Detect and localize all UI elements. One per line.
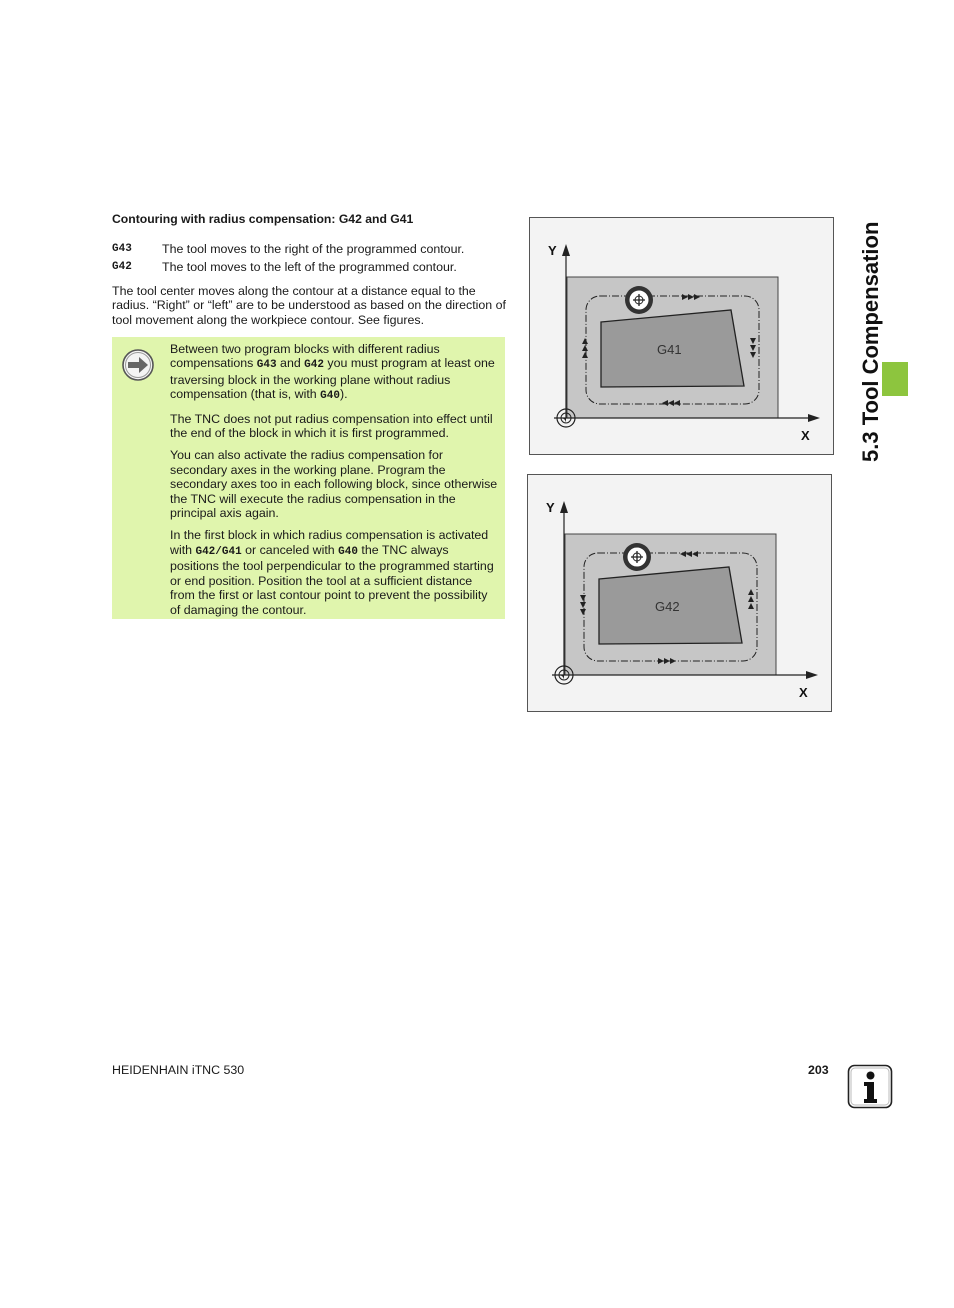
note-paragraph: In the first block in which radius compensation is activated with G42/G41 or canceled with G40 the TNC always positions the tool perpendicular to the programmed starting or end position. Position the tool at a sufficient distance from the first or last contour point to prevent the possibility of damaging the contour.: [170, 528, 494, 617]
page-number: 203: [808, 1063, 829, 1077]
definition-text: The tool moves to the right of the programmed contour.: [162, 242, 465, 256]
definition-code: G42: [112, 261, 132, 273]
contour-label: G42: [655, 599, 680, 614]
section-side-title: 5.3 Tool Compensation: [858, 221, 883, 462]
note-paragraph: The TNC does not put radius compensation into effect until the end of the block in which it is first programmed.: [170, 411, 493, 441]
note-paragraph: Between two program blocks with different radius compensations G43 and G42 you must program at least one traversing block in the working plane without radius compensation (that is, with G40).: [170, 342, 495, 403]
definition-row: [112, 260, 512, 276]
footer-product: HEIDENHAIN iTNC 530: [112, 1063, 245, 1077]
note-body: [170, 342, 500, 625]
figure-g42: [527, 474, 832, 712]
info-icon: [847, 1064, 894, 1110]
milling-tool-icon: [625, 286, 653, 314]
note-box: [112, 337, 505, 619]
y-axis-label: Y: [548, 243, 557, 258]
y-axis-label: Y: [546, 500, 555, 515]
g41-diagram: [530, 218, 833, 454]
arrow-right-icon: [121, 348, 155, 382]
section-heading: Contouring with radius compensation: G42 and G41: [112, 212, 414, 226]
definition-text: The tool moves to the left of the programmed contour.: [162, 260, 457, 274]
g42-diagram: [528, 475, 831, 711]
note-paragraph: You can also activate the radius compensation for secondary axes in the working plane. Program the secondary axes too in each following block, since otherwise the TNC will execute the radius compensation in the principal axis again.: [170, 448, 498, 521]
milling-tool-icon: [623, 543, 651, 571]
contour-label: G41: [657, 342, 682, 357]
definition-row: [112, 242, 512, 258]
x-axis-label: X: [801, 428, 810, 443]
figure-g41: [529, 217, 834, 455]
body-paragraph: The tool center moves along the contour at a distance equal to the radius. “Right” or “left” are to be understood as based on the direction of tool movement along the workpiece contour. See figures.: [112, 284, 506, 327]
x-axis-label: X: [799, 685, 808, 700]
definition-code: G43: [112, 243, 132, 255]
